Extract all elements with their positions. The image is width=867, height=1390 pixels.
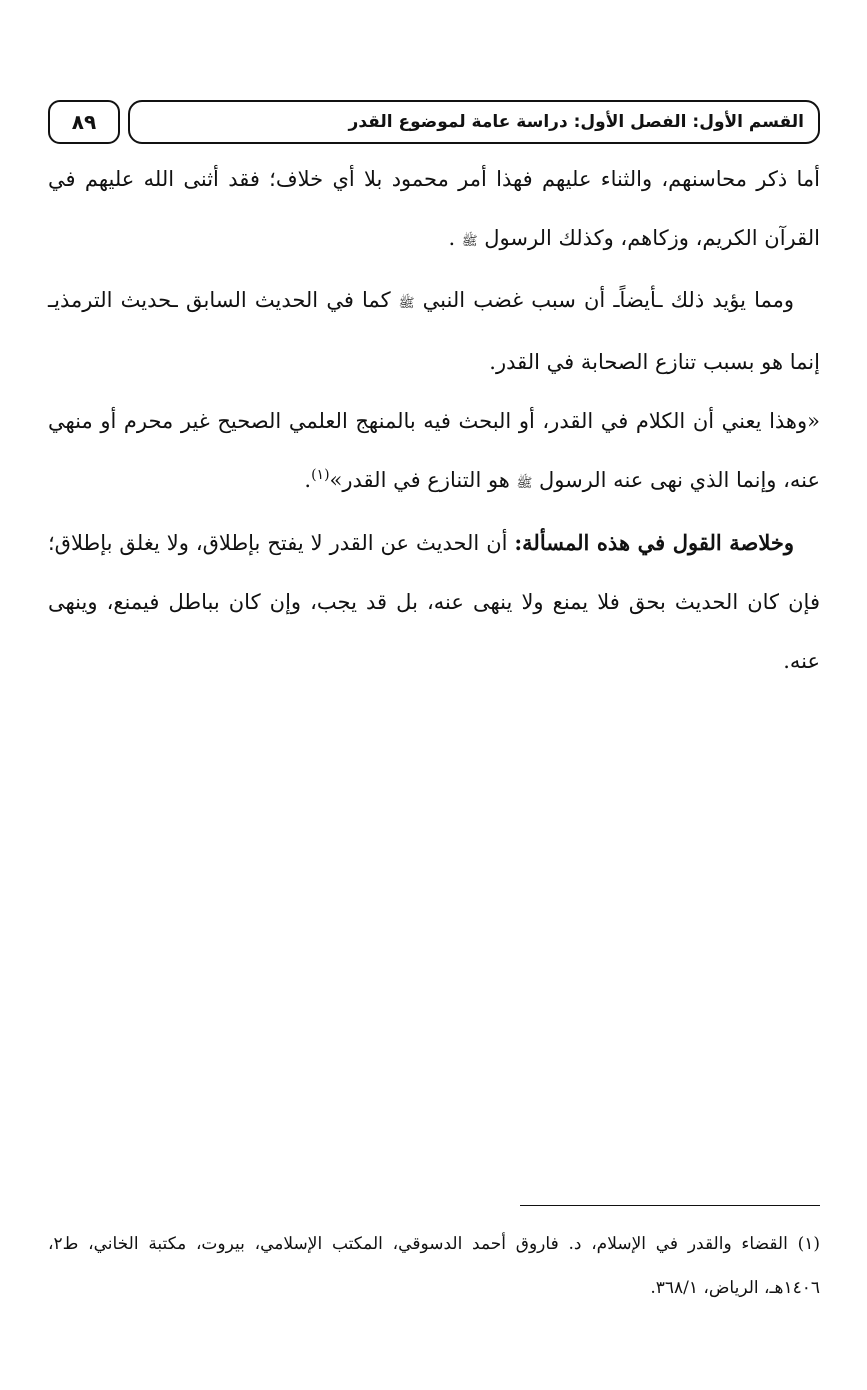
page-number [48, 100, 120, 144]
paragraph-1 [48, 150, 820, 271]
footnote-reference[interactable]: (١) [311, 467, 330, 483]
footnote-1-text: (١) القضاء والقدر في الإسلام، د. فاروق أحمد الدسوقي، المكتب الإسلامي، بيروت، مكتبة الخاني، ط٢، ١٤٠٦هـ، الرياض، ٣٦٨/١. [48, 1234, 820, 1298]
footnote-1 [48, 1222, 820, 1310]
running-header [48, 100, 820, 146]
paragraph-4-text: أن الحديث عن القدر لا يفتح بإطلاق، ولا يغلق بإطلاق؛ فإن كان الحديث بحق فلا يمنع ولا ينهى عنه، بل قد يجب، وإن كان بباطل فيمنع، وينهى عنه. [48, 531, 820, 673]
body-text [48, 150, 820, 691]
paragraph-3-quote [48, 392, 820, 513]
salawat-glyph: ﷺ [398, 296, 415, 311]
paragraph-3-text-b: هو التنازع في القدر» [329, 468, 510, 492]
page-number-text: ٨٩ [71, 110, 97, 134]
paragraph-4 [48, 513, 820, 691]
running-title-text: القسم الأول: الفصل الأول: دراسة عامة لموضوع القدر [348, 112, 804, 132]
paragraph-1-end: . [448, 226, 456, 250]
paragraph-3-end: . [304, 468, 312, 492]
paragraph-2-text-a: ومما يؤيد ذلك ـأيضاًـ أن سبب غضب النبي [422, 288, 795, 312]
paragraph-1-text: أما ذكر محاسنهم، والثناء عليهم فهذا أمر محمود بلا أي خلاف؛ فقد أثنى الله عليهم في القرآن الكريم، وزكاهم، وكذلك الرسول [48, 167, 820, 250]
summary-lead: وخلاصة القول في هذه المسألة: [514, 530, 794, 555]
footnote-separator [520, 1205, 820, 1206]
running-title [128, 100, 820, 144]
paragraph-2-text-b: كما في الحديث السابق ـحديث الترمذيـ إنما هو بسبب تنازع الصحابة في القدر. [48, 288, 820, 374]
paragraph-2 [48, 271, 820, 392]
paragraph-3-text-a: «وهذا يعني أن الكلام في القدر، أو البحث فيه بالمنهج العلمي الصحيح غير محرم أو منهي عنه، وإنما الذي نهى عنه الرسول [48, 409, 820, 492]
salawat-glyph: ﷺ [461, 234, 478, 249]
salawat-glyph: ﷺ [516, 476, 533, 491]
